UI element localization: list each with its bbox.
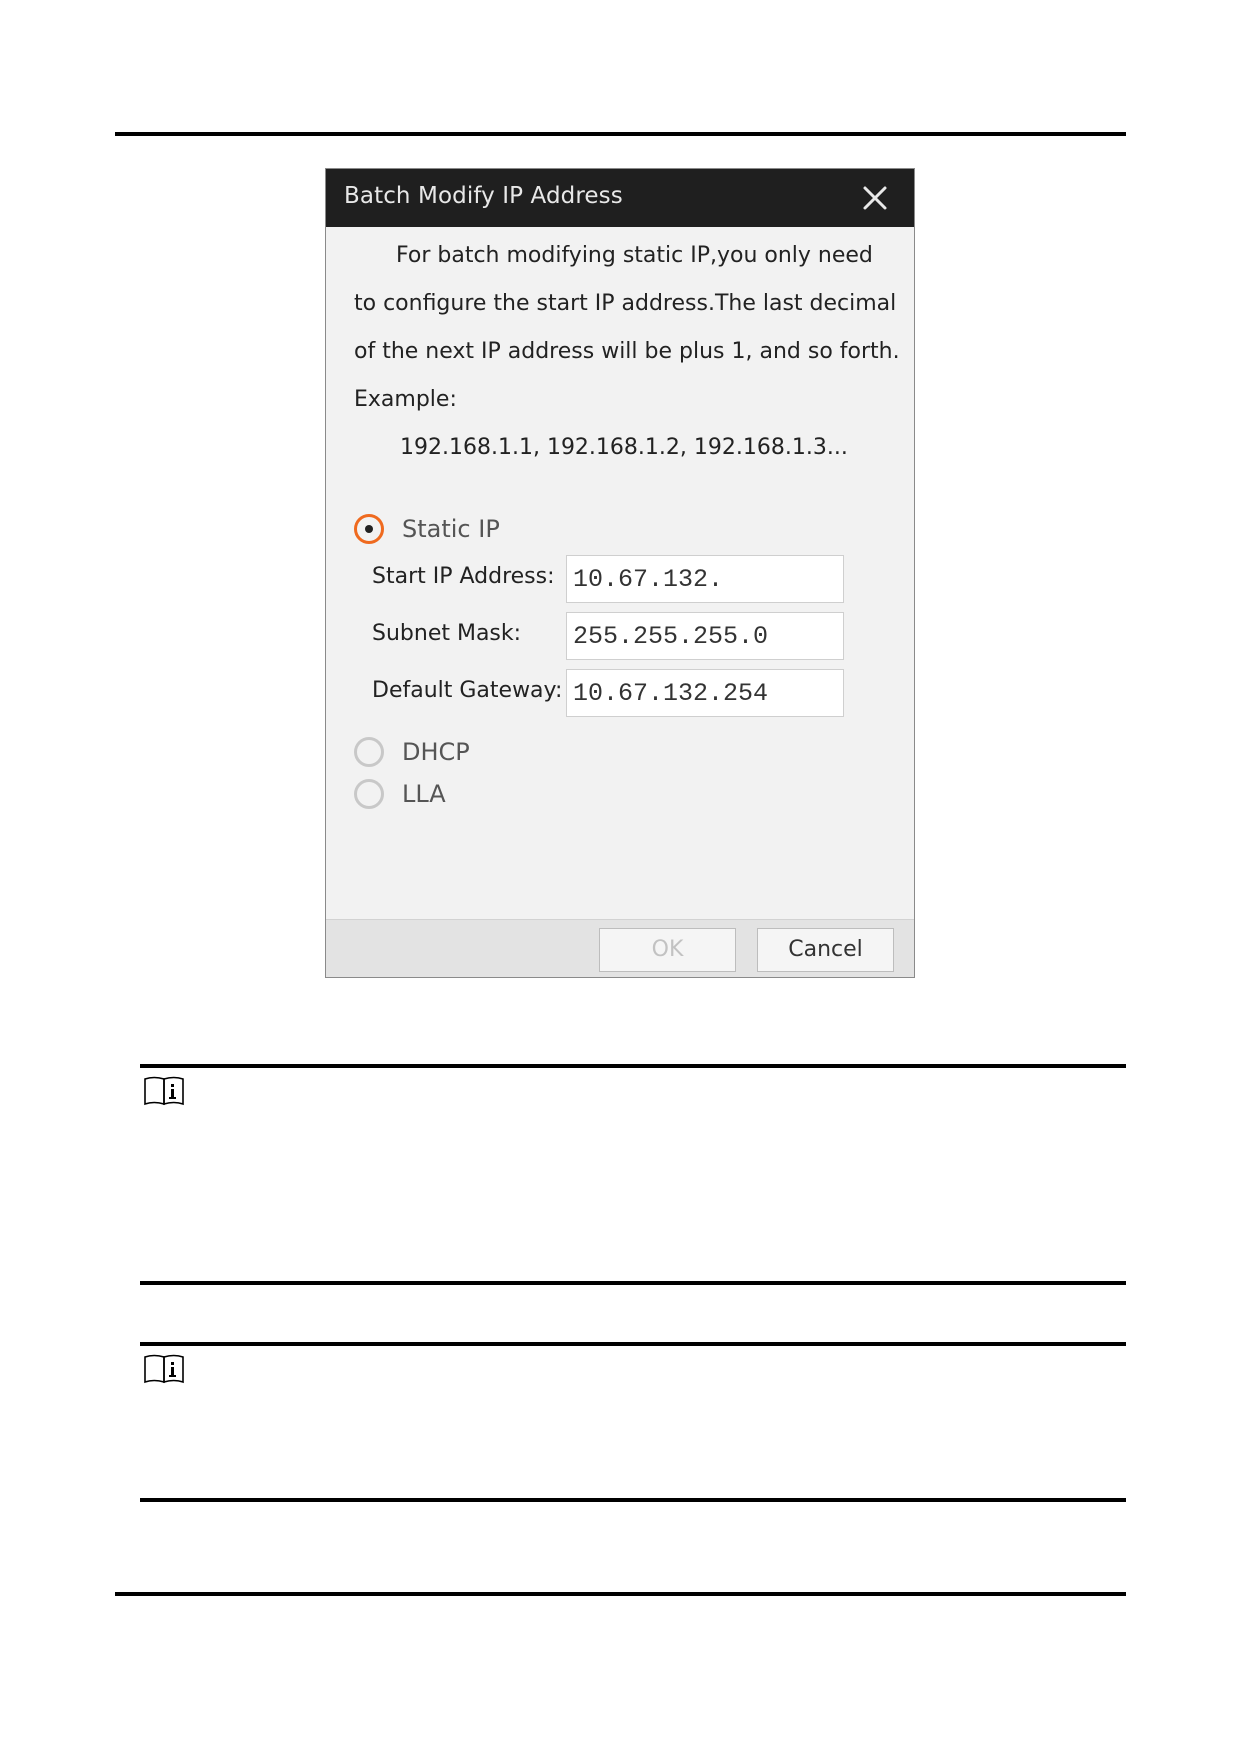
note-top-rule bbox=[140, 1064, 1126, 1068]
lla-option[interactable] bbox=[354, 776, 446, 812]
top-rule bbox=[115, 132, 1126, 136]
bottom-rule bbox=[115, 1592, 1126, 1596]
lla-label: LLA bbox=[402, 780, 446, 808]
ok-button[interactable]: OK bbox=[599, 928, 736, 972]
dhcp-label: DHCP bbox=[402, 738, 470, 766]
dhcp-radio[interactable] bbox=[354, 737, 384, 767]
subnet-mask-input[interactable] bbox=[566, 612, 844, 660]
note-icon bbox=[143, 1076, 185, 1106]
subnet-mask-label: Subnet Mask: bbox=[372, 621, 522, 646]
start-ip-input[interactable] bbox=[566, 555, 844, 603]
description-line-3: of the next IP address will be plus 1, and so forth. bbox=[354, 339, 900, 364]
description-line-1: For batch modifying static IP,you only need bbox=[396, 243, 873, 268]
description-line-2: to configure the start IP address.The last decimal bbox=[354, 291, 897, 316]
cancel-button[interactable]: Cancel bbox=[757, 928, 894, 972]
note-bottom-rule bbox=[140, 1498, 1126, 1502]
static-ip-option[interactable] bbox=[354, 511, 500, 547]
start-ip-label: Start IP Address: bbox=[372, 564, 555, 589]
lla-radio[interactable] bbox=[354, 779, 384, 809]
batch-modify-ip-dialog bbox=[325, 168, 915, 978]
dialog-title-bar bbox=[326, 169, 914, 227]
default-gateway-input[interactable] bbox=[566, 669, 844, 717]
note-top-rule bbox=[140, 1342, 1126, 1346]
note-icon bbox=[143, 1354, 185, 1384]
example-ip-list: 192.168.1.1, 192.168.1.2, 192.168.1.3... bbox=[400, 435, 848, 460]
default-gateway-label: Default Gateway: bbox=[372, 678, 563, 703]
dialog-title: Batch Modify IP Address bbox=[344, 183, 623, 209]
static-ip-label: Static IP bbox=[402, 515, 500, 543]
example-label: Example: bbox=[354, 387, 457, 412]
static-ip-radio[interactable] bbox=[354, 514, 384, 544]
dialog-footer bbox=[326, 919, 914, 977]
close-icon[interactable] bbox=[862, 185, 888, 211]
dhcp-option[interactable] bbox=[354, 734, 470, 770]
note-bottom-rule bbox=[140, 1281, 1126, 1285]
